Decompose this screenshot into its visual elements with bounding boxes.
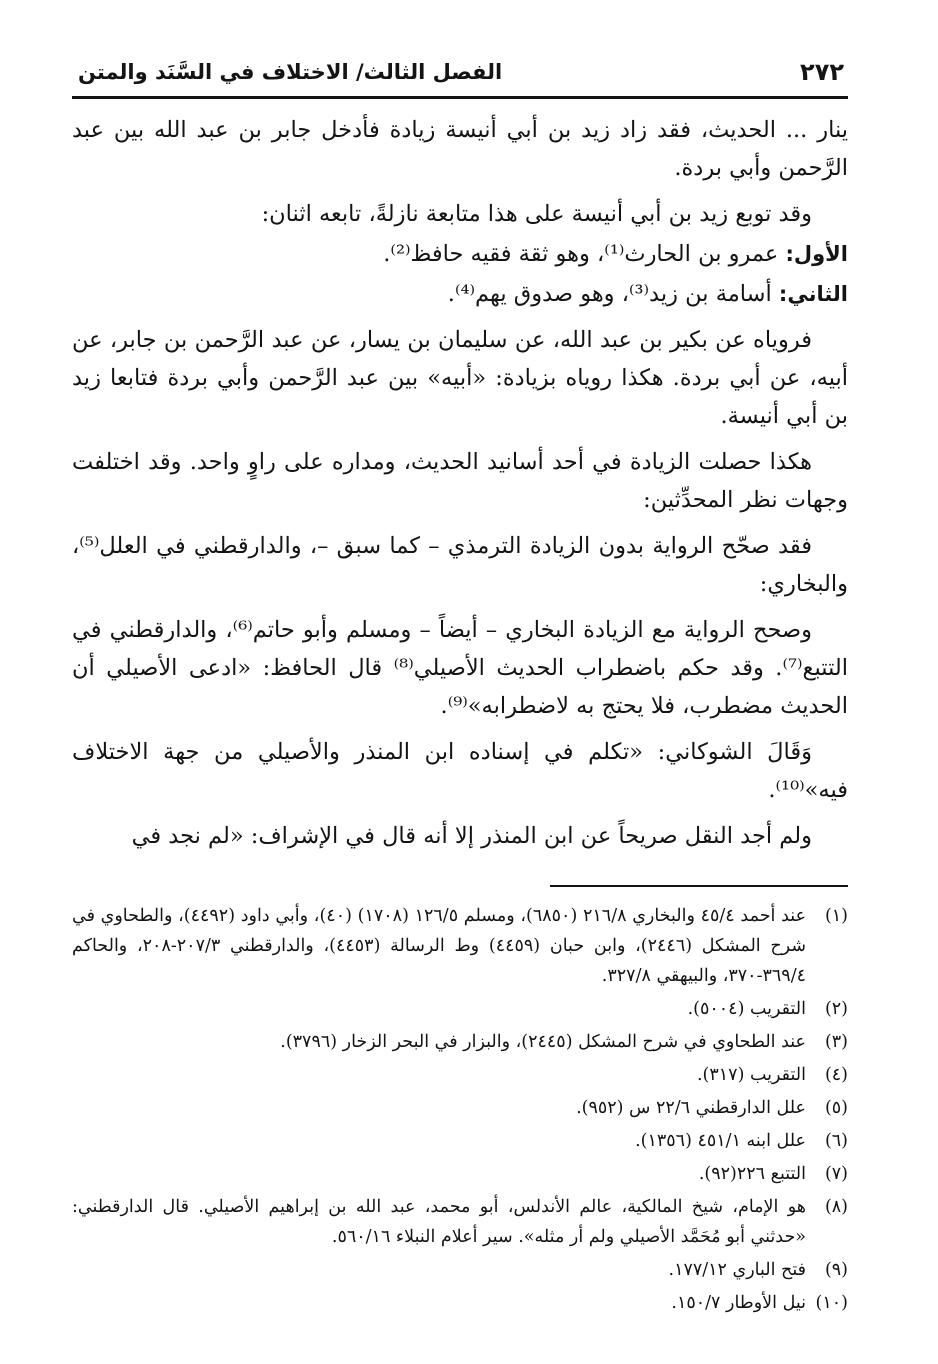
- footnote-text: نيل الأوطار ١٥٠/٧.: [671, 1293, 806, 1313]
- footnote-number: (٨): [824, 1197, 848, 1217]
- footnote-text: فتح الباري ١٧٧/١٢.: [668, 1260, 806, 1280]
- footnote-number: (٥): [824, 1098, 848, 1118]
- paragraph: وقد توبع زيد بن أبي أنيسة على هذا متابعة نازلةً، تابعه اثنان:: [261, 201, 812, 227]
- footnote-number: (٤): [824, 1065, 848, 1085]
- paragraph: ينار ... الحديث، فقد زاد زيد بن أبي أنيسة زيادة فأدخل جابر بن عبد الله بين عبد الرَّحمن وأبي بردة.: [72, 117, 848, 181]
- footnote: [72, 1159, 848, 1189]
- footnote-text: التتبع ٢٢٦(٩٢).: [698, 1164, 806, 1184]
- footnote: [72, 901, 848, 991]
- main-text: [72, 111, 848, 855]
- paragraph: وصحح الرواية مع الزيادة البخاري – أيضاً – ومسلم وأبو حاتم⁽⁶⁾، والدارقطني في التتبع⁽⁷⁾. وقد حكم باضطراب الحديث الأصيلي⁽⁸⁾ قال الحافظ: «ادعى الأصيلي أن الحديث مضطرب، فلا يحتج به لاضطرابه»⁽⁹⁾.: [72, 617, 848, 719]
- running-title: الفصل الثالث/ الاختلاف في السَّنَد والمتن: [78, 60, 503, 84]
- footnote-text: علل ابنه ٤٥١/١ (١٣٥٦).: [635, 1131, 806, 1151]
- paragraph: فروياه عن بكير بن عبد الله، عن سليمان بن يسار، عن عبد الرَّحمن بن جابر، عن أبيه، عن أبي بردة. هكذا روياه بزيادة: «أبيه» بين عبد الرَّحمن وأبي بردة فتابعا زيد بن أبي أنيسة.: [72, 327, 848, 429]
- page-number: ٢٧٢: [800, 58, 844, 86]
- book-page: [72, 52, 848, 1342]
- footnote-number: (١): [824, 906, 848, 926]
- footnote-text: علل الدارقطني ٢٢/٦ س (٩٥٢).: [576, 1098, 806, 1118]
- footnote: [72, 1093, 848, 1123]
- paragraph-lead: الأول:: [785, 242, 848, 266]
- footnote: [72, 1060, 848, 1090]
- paragraph: وَقَالَ الشوكاني: «تكلم في إسناده ابن المنذر والأصيلي من جهة الاختلاف فيه»⁽¹⁰⁾.: [72, 739, 848, 803]
- footnote-number: (٣): [824, 1032, 848, 1052]
- page-header: [72, 52, 848, 99]
- paragraph: فقد صحّح الرواية بدون الزيادة الترمذي – كما سبق –، والدارقطني في العلل⁽⁵⁾، والبخاري:: [72, 533, 848, 597]
- footnote-number: (٢): [824, 999, 848, 1019]
- footnote-number: (١٠): [815, 1293, 848, 1313]
- footnote: [72, 1288, 848, 1318]
- footnote-text: عند أحمد ٤٥/٤ والبخاري ٢١٦/٨ (٦٨٥٠)، ومسلم ١٢٦/٥ (١٧٠٨) (٤٠)، وأبي داود (٤٤٩٢)، والطحاوي في شرح المشكل (٢٤٤٦)، وابن حبان (٤٤٥٩) وط الرسالة (٤٤٥٣)، والدارقطني ٢٠٧/٣-٢٠٨، والحاكم ٣٦٩/٤-٣٧٠، والبيهقي ٣٢٧/٨.: [72, 906, 807, 986]
- footnote-number: (٧): [824, 1164, 848, 1184]
- paragraph: هكذا حصلت الزيادة في أحد أسانيد الحديث، ومداره على راوٍ واحد. وقد اختلفت وجهات نظر المحدِّثين:: [72, 449, 848, 513]
- footnote: [72, 1126, 848, 1156]
- footnote-text: التقريب (٣١٧).: [696, 1065, 806, 1085]
- paragraph: ولم أجد النقل صريحاً عن ابن المنذر إلا أنه قال في الإشراف: «لم نجد في: [131, 823, 812, 849]
- paragraph: [72, 275, 848, 313]
- footnote-number: (٦): [824, 1131, 848, 1151]
- footnote-text: هو الإمام، شيخ المالكية، عالم الأندلس، أبو محمد، عبد الله بن إبراهيم الأصيلي. قال الدارقطني: «حدثني أبو مُحَمَّد الأصيلي ولم أر مثله». سير أعلام النبلاء ٥٦٠/١٦.: [72, 1197, 806, 1247]
- paragraph-text: عمرو بن الحارث⁽¹⁾، وهو ثقة فقيه حافظ⁽²⁾.: [383, 241, 786, 267]
- footnote-number: (٩): [824, 1260, 848, 1280]
- paragraph-text: أسامة بن زيد⁽³⁾، وهو صدوق يهم⁽⁴⁾.: [447, 281, 779, 307]
- footnote: [72, 1255, 848, 1285]
- paragraph-lead: الثاني:: [778, 282, 848, 306]
- paragraph: [72, 235, 848, 273]
- footnote: [72, 1027, 848, 1057]
- footnotes: [72, 901, 848, 1318]
- footnote: [72, 1192, 848, 1252]
- footnote: [72, 994, 848, 1024]
- footnote-divider: [550, 885, 848, 887]
- footnote-text: التقريب (٥٠٠٤).: [687, 999, 806, 1019]
- footnote-text: عند الطحاوي في شرح المشكل (٢٤٤٥)، والبزار في البحر الزخار (٣٧٩٦).: [280, 1032, 806, 1052]
